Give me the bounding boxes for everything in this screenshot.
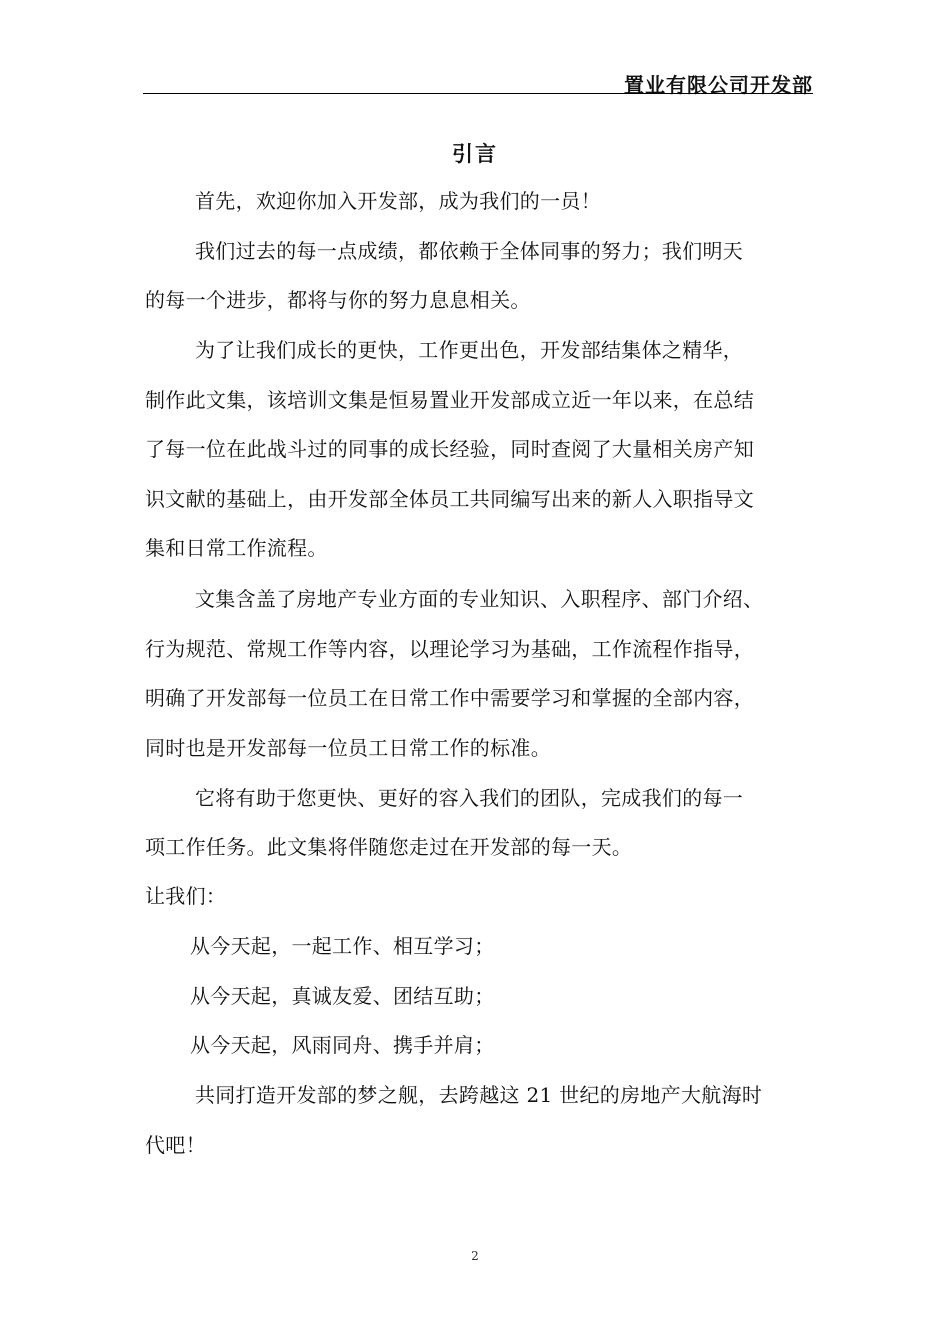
paragraph-line: 行为规范、常规工作等内容，以理论学习为基础，工作流程作指导，	[145, 637, 754, 661]
paragraph-line: 首先，欢迎你加入开发部，成为我们的一员！	[195, 189, 601, 213]
paragraph-line: 制作此文集，该培训文集是恒易置业开发部成立近一年以来，在总结	[145, 388, 754, 412]
paragraph-line: 了每一位在此战斗过的同事的成长经验，同时查阅了大量相关房产知	[145, 437, 754, 461]
paragraph-line: 代吧！	[145, 1133, 206, 1157]
paragraph-line: 共同打造开发部的梦之舰，去跨越这 21 世纪的房地产大航海时	[195, 1083, 763, 1107]
paragraph-line: 从今天起，真诚友爱、团结互助；	[190, 984, 495, 1008]
paragraph-line: 的每一个进步，都将与你的努力息息相关。	[145, 288, 531, 312]
header-title: 置业有限公司开发部	[624, 73, 813, 97]
paragraph-line: 我们过去的每一点成绩，都依赖于全体同事的努力；我们明天	[195, 239, 744, 263]
paragraph-line: 从今天起，一起工作、相互学习；	[190, 934, 495, 958]
paragraph-line: 从今天起，风雨同舟、携手并肩；	[190, 1033, 495, 1057]
paragraph-line: 同时也是开发部每一位员工日常工作的标准。	[145, 736, 551, 760]
paragraph-line: 文集含盖了房地产专业方面的专业知识、入职程序、部门介绍、	[195, 587, 764, 611]
page-heading: 引言	[452, 142, 498, 166]
paragraph-line: 为了让我们成长的更快，工作更出色，开发部结集体之精华，	[195, 338, 744, 362]
paragraph-line: 识文献的基础上，由开发部全体员工共同编写出来的新人入职指导文	[145, 487, 754, 511]
paragraph-line: 它将有助于您更快、更好的容入我们的团队，完成我们的每一	[195, 786, 744, 810]
paragraph-line: 明确了开发部每一位员工在日常工作中需要学习和掌握的全部内容，	[145, 686, 754, 710]
header-divider	[143, 93, 813, 94]
paragraph-line: 项工作任务。此文集将伴随您走过在开发部的每一天。	[145, 835, 633, 859]
paragraph-line: 让我们：	[145, 884, 227, 908]
page-number: 2	[471, 1249, 479, 1263]
paragraph-line: 集和日常工作流程。	[145, 536, 328, 560]
